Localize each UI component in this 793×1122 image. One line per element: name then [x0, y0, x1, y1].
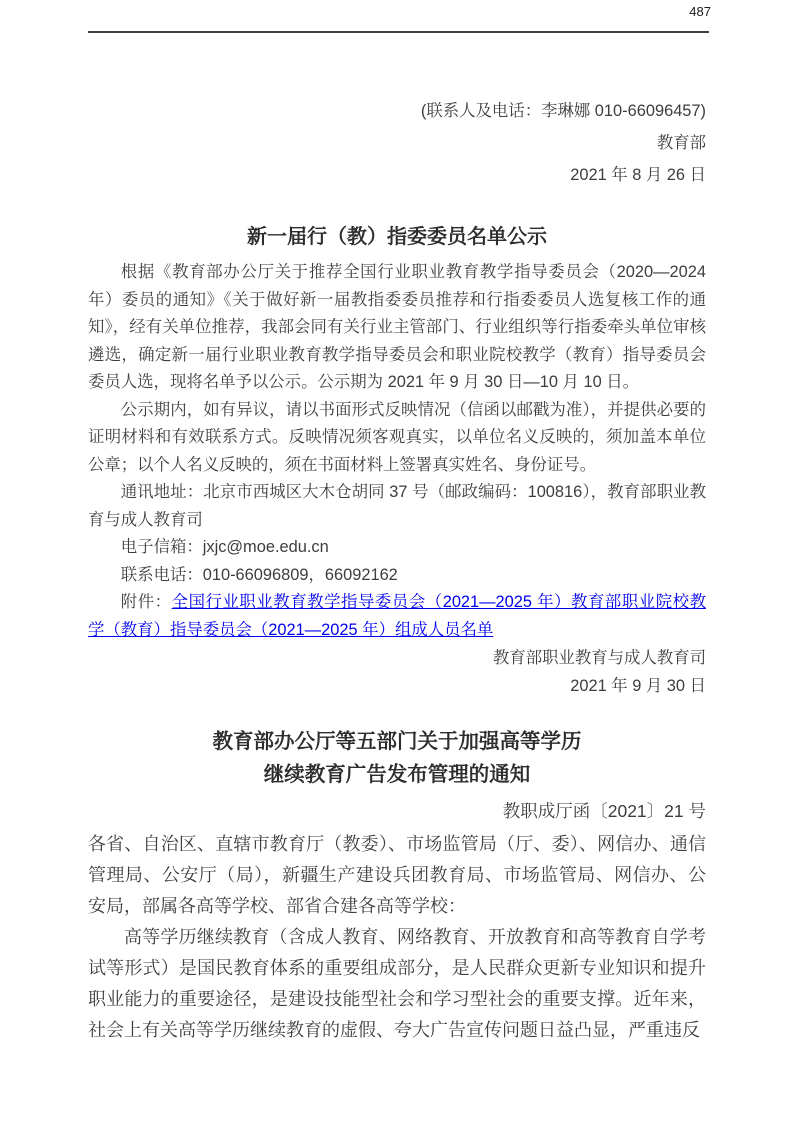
doc1-attachment-line [88, 589, 706, 644]
doc1-phone-line: 联系电话：010-66096809，66092162 [120, 565, 398, 584]
doc2-title-line2: 继续教育广告发布管理的通知 [263, 763, 531, 786]
doc1-issue-date: 2021 年 8 月 26 日 [570, 166, 706, 184]
doc2-title [88, 725, 706, 791]
notice-1 [88, 95, 706, 700]
notice-2 [88, 725, 706, 1046]
header-rule [88, 31, 709, 33]
doc1-contact-line: (联系人及电话：李琳娜 010-66096457) [420, 102, 706, 120]
doc1-email-line: 电子信箱：jxjc@moe.edu.cn [120, 538, 329, 556]
doc2-paragraph-1: 高等学历继续教育（含成人教育、网络教育、开放教育和高等教育自学考试等形式）是国民教育体系的重要组成部分，是人民群众更新专业知识和提升职业能力的重要途径，是建设技能型社会和学习型社会的重要支撑。近年来，社会上有关高等学历继续教育的虚假、夸大广告宣传问题日益凸显，严重违反 [88, 927, 706, 1040]
attachment-label: 附件： [120, 593, 172, 611]
doc2-doc-number: 教职成厅函〔2021〕21 号 [502, 801, 706, 821]
doc1-paragraph-1: 根据《教育部办公厅关于推荐全国行业职业教育教学指导委员会（2020—2024 年）委员的通知》《关于做好新一届教指委委员推荐和行指委委员人选复核工作的通知》，经有关单位推荐，我部会同有关行业主管部门、行业组织等行指委牵头单位审核遴选，确定新一届行业职业教育教学指导委员会和职业院校教学（教育）指导委员会委员人选，现将名单予以公示。公示期为 2021 年 9 月 30 日—10 月 10 日。 [88, 263, 706, 391]
page-number: 487 [689, 4, 711, 19]
doc1-sign-date: 2021 年 9 月 30 日 [570, 677, 706, 695]
doc2-title-line1: 教育部办公厅等五部门关于加强高等学历 [212, 730, 582, 753]
doc1-issuer: 教育部 [656, 134, 706, 152]
doc2-addressee: 各省、自治区、直辖市教育厅（教委）、市场监管局（厅、委）、网信办、通信管理局、公安厅（局），新疆生产建设兵团教育局、市场监管局、网信办、公安局，部属各高等学校、部省合建各高等学校： [88, 834, 706, 916]
attachment-link[interactable]: 全国行业职业教育教学指导委员会（2021—2025 年）教育部职业院校教学（教育）指导委员会（2021—2025 年）组成人员名单 [88, 593, 706, 639]
doc1-address-line: 通讯地址：北京市西城区大木仓胡同 37 号（邮政编码：100816），教育部职业教育与成人教育司 [88, 483, 706, 529]
doc1-paragraph-2: 公示期内，如有异议，请以书面形式反映情况（信函以邮戳为准），并提供必要的证明材料和有效联系方式。反映情况须客观真实，以单位名义反映的，须加盖本单位公章；以个人名义反映的，须在书面材料上签署真实姓名、身份证号。 [88, 400, 706, 474]
doc1-title: 新一届行（教）指委委员名单公示 [247, 226, 547, 248]
doc1-signer: 教育部职业教育与成人教育司 [492, 649, 706, 667]
page-content [0, 95, 793, 1046]
